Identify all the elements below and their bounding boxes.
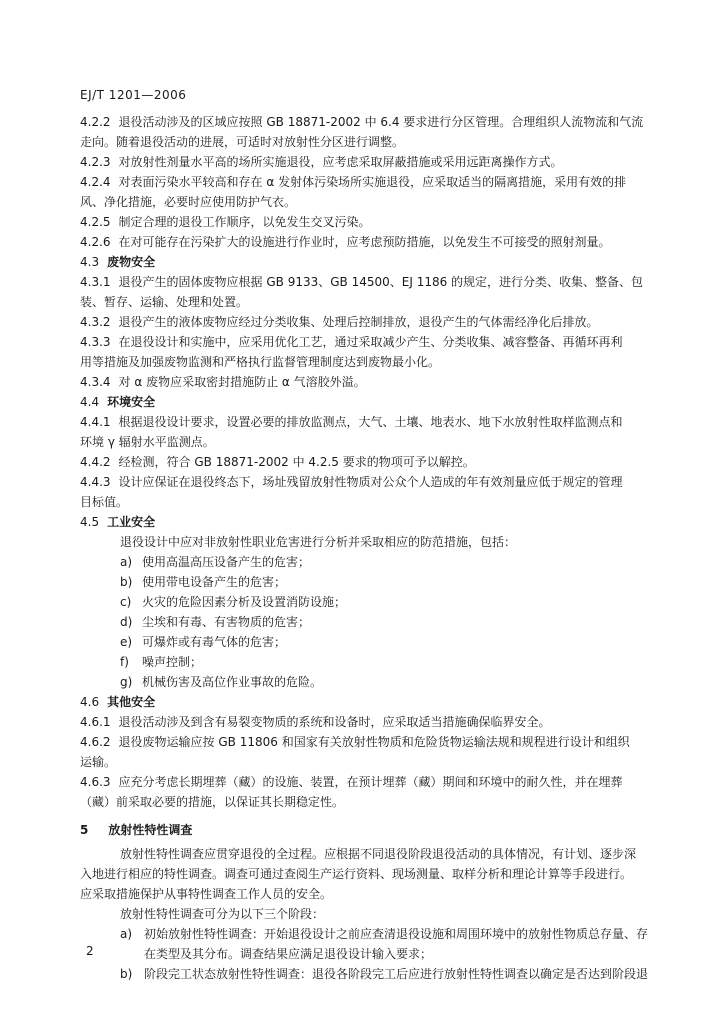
list-item [80, 552, 680, 572]
clause-4-6-3-cont: （藏）前采取必要的措施，以保证其长期稳定性。 [80, 795, 345, 809]
clause-number: 4.3.2 [80, 315, 111, 329]
clause-4-4-3 [80, 472, 680, 492]
clause-4-2-2-cont: 走向。随着退役活动的进展，可适时对放射性分区进行调整。 [80, 135, 405, 149]
section-4-6-heading [80, 692, 680, 712]
clause-4-2-2 [80, 112, 680, 132]
clause-text: 制定合理的退役工作顺序，以免发生交叉污染。 [118, 215, 371, 229]
clause-number: 4.2.5 [80, 215, 111, 229]
clause-4-2-3 [80, 152, 680, 172]
clause-text: 经检测，符合 GB 18871-2002 中 4.2.5 要求的物项可予以解控。 [118, 455, 475, 469]
list-item [80, 924, 680, 944]
section-number: 4.3 [80, 255, 100, 269]
list-text: 初始放射性特性调查：开始退役设计之前应查清退役设施和周围环境中的放射性物质总存量、存 [144, 927, 649, 941]
section-title: 工业安全 [107, 515, 156, 529]
clause-number: 4.6.1 [80, 715, 111, 729]
section-5-paragraph-1-cont: 入地进行相应的特性调查。调查可通过查阅生产运行资料、现场测量、取样分析和理论计算等手段进行。 [80, 867, 633, 881]
list-label: b) [120, 967, 133, 981]
list-label: g) [120, 675, 133, 689]
list-item [80, 964, 680, 984]
clause-text: 退役活动涉及到含有易裂变物质的系统和设备时，应采取适当措施确保临界安全。 [118, 715, 551, 729]
list-text: 使用带电设备产生的危害； [142, 575, 287, 589]
clause-text: 在退役设计和实施中，应采用优化工艺，通过采取减少产生、分类收集、减容整备、再循环再利 [118, 335, 623, 349]
clause-4-2-5 [80, 212, 680, 232]
section-number: 4.6 [80, 695, 100, 709]
section-4-4-heading [80, 392, 680, 412]
clause-number: 4.4.3 [80, 475, 111, 489]
list-text: 机械伤害及高位作业事故的危险。 [142, 675, 323, 689]
clause-text: 对表面污染水平较高和存在 α 发射体污染场所实施退役，应采取适当的隔离措施，采用有效的排 [118, 175, 627, 189]
section-title: 其他安全 [107, 695, 156, 709]
standard-id: EJ/T 1201—2006 [80, 88, 187, 102]
section-number: 4.4 [80, 395, 100, 409]
clause-4-4-2 [80, 452, 680, 472]
clause-4-3-4 [80, 372, 680, 392]
list-text: 使用高温高压设备产生的危害； [142, 555, 311, 569]
clause-4-2-6 [80, 232, 680, 252]
clause-4-6-3 [80, 772, 680, 792]
clause-text: 应充分考虑长期埋葬（藏）的设施、装置，在预计埋葬（藏）期间和环境中的耐久性，并在埋葬 [118, 775, 623, 789]
list-text: 火灾的危险因素分析及设置消防设施； [142, 595, 347, 609]
list-label: f) [120, 655, 129, 669]
clause-text: 根据退役设计要求，设置必要的排放监测点，大气、土壤、地表水、地下水放射性取样监测点和 [118, 415, 623, 429]
section-title: 放射性特性调查 [108, 823, 193, 837]
document-body [80, 112, 680, 984]
clause-4-3-3-cont: 用等措施及加强废物监测和严格执行监督管理制度达到废物最小化。 [80, 355, 441, 369]
clause-text: 退役产生的液体废物应经过分类收集、处理后控制排放，退役产生的气体需经净化后排放。 [118, 315, 599, 329]
clause-number: 4.4.1 [80, 415, 111, 429]
clause-text: 退役活动涉及的区域应按照 GB 18871-2002 中 6.4 要求进行分区管理。合理组织人流物流和气流 [118, 115, 644, 129]
list-text: 尘埃和有毒、有害物质的危害； [142, 615, 311, 629]
clause-number: 4.2.6 [80, 235, 111, 249]
clause-4-3-1 [80, 272, 680, 292]
clause-number: 4.4.2 [80, 455, 111, 469]
list-label: b) [120, 575, 133, 589]
clause-4-6-1 [80, 712, 680, 732]
list-item [80, 632, 680, 652]
list-label: e) [120, 635, 133, 649]
list-item [80, 592, 680, 612]
clause-number: 4.2.3 [80, 155, 111, 169]
list-text: 噪声控制； [142, 655, 203, 669]
clause-4-2-4-cont: 风、净化措施，必要时应使用防护气衣。 [80, 195, 297, 209]
clause-4-3-2 [80, 312, 680, 332]
section-number: 5 [80, 823, 89, 837]
clause-4-2-4 [80, 172, 680, 192]
list-text: 阶段完工状态放射性特性调查：退役各阶段完工后应进行放射性特性调查以确定是否达到阶段退 [144, 967, 649, 981]
section-4-5-heading [80, 512, 680, 532]
list-item [80, 612, 680, 632]
clause-4-4-1 [80, 412, 680, 432]
clause-number: 4.6.3 [80, 775, 111, 789]
list-item-cont: 在类型及其分布。调查结果应满足退役设计输入要求； [144, 947, 433, 961]
clause-number: 4.2.2 [80, 115, 111, 129]
section-4-5-intro: 退役设计中应对非放射性职业危害进行分析并采取相应的防范措施，包括： [120, 535, 517, 549]
list-label: a) [120, 555, 133, 569]
section-number: 4.5 [80, 515, 100, 529]
list-label: c) [120, 595, 132, 609]
section-5-heading [80, 820, 680, 840]
list-item [80, 672, 680, 692]
clause-4-3-3 [80, 332, 680, 352]
clause-4-4-1-cont: 环境 γ 辐射水平监测点。 [80, 435, 215, 449]
list-text: 可爆炸或有毒气体的危害； [142, 635, 287, 649]
clause-4-4-3-cont: 目标值。 [80, 495, 129, 509]
section-5-paragraph-2: 放射性特性调查可分为以下三个阶段： [120, 907, 325, 921]
clause-number: 4.3.3 [80, 335, 111, 349]
clause-text: 设计应保证在退役终态下，场址残留放射性物质对公众个人造成的年有效剂量应低于规定的管理 [118, 475, 623, 489]
clause-text: 对 α 废物应采取密封措施防止 α 气溶胶外溢。 [118, 375, 366, 389]
section-title: 环境安全 [107, 395, 156, 409]
section-5-paragraph-1: 放射性特性调查应贯穿退役的全过程。应根据不同退役阶段退役活动的具体情况，有计划、逐步深 [120, 847, 637, 861]
list-item [80, 652, 680, 672]
page-number: 2 [86, 944, 94, 958]
list-label: d) [120, 615, 133, 629]
clause-4-6-2-cont: 运输。 [80, 755, 117, 769]
clause-4-3-1-cont: 装、暂存、运输、处理和处置。 [80, 295, 249, 309]
clause-text: 退役产生的固体废物应根据 GB 9133、GB 14500、EJ 1186 的规定，进行分类、收集、整备、包 [118, 275, 644, 289]
list-label: a) [120, 927, 133, 941]
clause-text: 退役废物运输应按 GB 11806 和国家有关放射性物质和危险货物运输法规和规程进行设计和组织 [118, 735, 630, 749]
clause-number: 4.3.1 [80, 275, 111, 289]
section-title: 废物安全 [107, 255, 156, 269]
list-item [80, 572, 680, 592]
clause-number: 4.3.4 [80, 375, 111, 389]
clause-number: 4.6.2 [80, 735, 111, 749]
section-4-3-heading [80, 252, 680, 272]
clause-text: 在对可能存在污染扩大的设施进行作业时，应考虑预防措施，以免发生不可接受的照射剂量。 [118, 235, 611, 249]
clause-number: 4.2.4 [80, 175, 111, 189]
clause-4-6-2 [80, 732, 680, 752]
clause-text: 对放射性剂量水平高的场所实施退役，应考虑采取屏蔽措施或采用远距离操作方式。 [118, 155, 563, 169]
section-5-paragraph-1-cont: 应采取措施保护从事特性调查工作人员的安全。 [80, 887, 333, 901]
